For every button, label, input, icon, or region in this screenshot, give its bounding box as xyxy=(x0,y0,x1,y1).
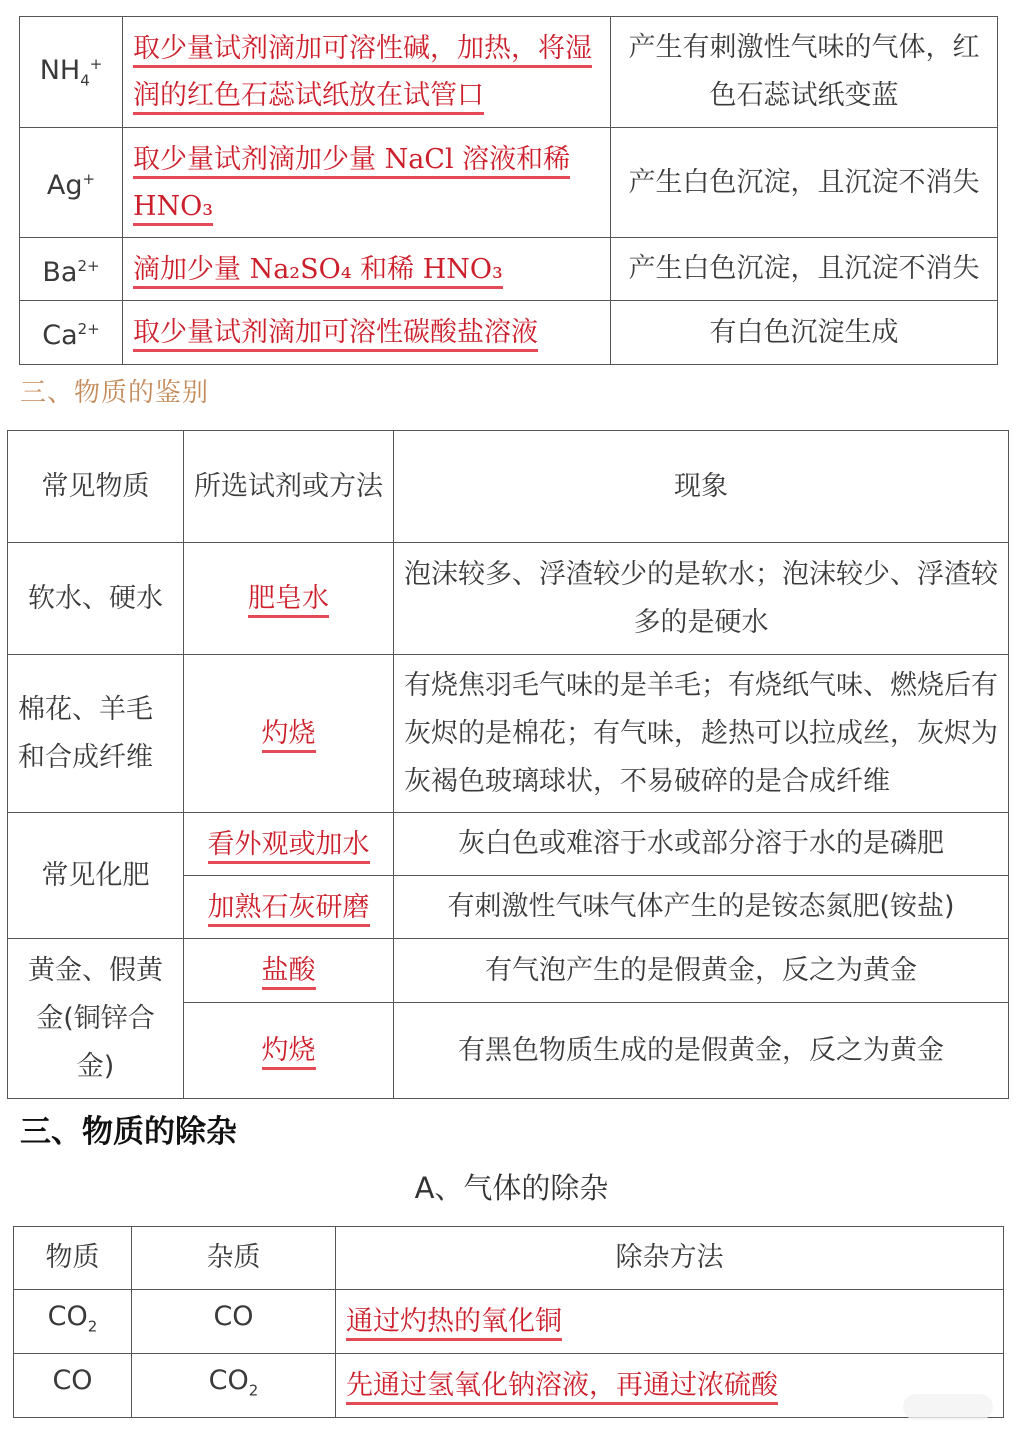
substance-cell: CO xyxy=(14,1354,132,1418)
method-cell: 先通过氢氧化钠溶液，再通过浓硫酸 xyxy=(336,1354,1004,1418)
reagent-cell: 肥皂水 xyxy=(184,543,394,655)
method-cell: 取少量试剂滴加可溶性碱，加热，将湿润的红色石蕊试纸放在试管口 xyxy=(123,17,611,128)
table-row xyxy=(14,1290,1004,1354)
gas-purification-table xyxy=(13,1226,1004,1418)
phenomenon-cell: 产生有刺激性气味的气体，红色石蕊试纸变蓝 xyxy=(611,17,998,128)
table-row xyxy=(8,939,1009,1003)
ion-cell: $NH_4^+$ xyxy=(20,17,123,128)
substance-cell: 棉花、羊毛和合成纤维 xyxy=(8,655,184,813)
column-header: 物质 xyxy=(14,1227,132,1290)
phenomenon-cell: 有白色沉淀生成 xyxy=(611,301,998,365)
subsection-heading-gas: A、气体的除杂 xyxy=(414,1171,609,1205)
ion-cell: $Ba^{2+}$ xyxy=(20,238,123,301)
phenomenon-cell: 灰白色或难溶于水或部分溶于水的是磷肥 xyxy=(394,813,1009,876)
ion-test-table xyxy=(19,16,998,365)
ion-cell: $Ca^{2+}$ xyxy=(20,301,123,365)
phenomenon-cell: 有烧焦羽毛气味的是羊毛；有烧纸气味、燃烧后有灰烬的是棉花；有气味，趁热可以拉成丝，灰烬为灰褐色玻璃球状，不易破碎的是合成纤维 xyxy=(394,655,1009,813)
table-header-row xyxy=(8,431,1009,543)
section-heading-purification: 三、物质的除杂 xyxy=(20,1114,237,1150)
substance-cell: 黄金、假黄金(铜锌合金) xyxy=(8,939,184,1099)
reagent-cell: 灼烧 xyxy=(184,1003,394,1099)
method-cell: 取少量试剂滴加少量 NaCl 溶液和稀 HNO₃ xyxy=(123,128,611,238)
phenomenon-cell: 有刺激性气味气体产生的是铵态氮肥(铵盐) xyxy=(394,876,1009,939)
substance-cell: $CO_2$ xyxy=(14,1290,132,1354)
method-cell: 滴加少量 Na₂SO₄ 和稀 HNO₃ xyxy=(123,238,611,301)
column-header: 所选试剂或方法 xyxy=(184,431,394,543)
table-row xyxy=(8,543,1009,655)
method-cell: 取少量试剂滴加可溶性碳酸盐溶液 xyxy=(123,301,611,365)
method-cell: 通过灼热的氧化铜 xyxy=(336,1290,1004,1354)
phenomenon-cell: 产生白色沉淀，且沉淀不消失 xyxy=(611,238,998,301)
table-row xyxy=(8,655,1009,813)
section-heading-identification: 三、物质的鉴别 xyxy=(20,378,210,408)
column-header: 现象 xyxy=(394,431,1009,543)
table-row xyxy=(20,17,998,128)
table-header-row xyxy=(14,1227,1004,1290)
phenomenon-cell: 产生白色沉淀，且沉淀不消失 xyxy=(611,128,998,238)
table-row xyxy=(20,301,998,365)
substance-cell: 软水、硬水 xyxy=(8,543,184,655)
column-header: 杂质 xyxy=(132,1227,336,1290)
phenomenon-cell: 有黑色物质生成的是假黄金，反之为黄金 xyxy=(394,1003,1009,1099)
substance-cell: 常见化肥 xyxy=(8,813,184,939)
ion-cell: Ag+ xyxy=(20,128,123,238)
table-row xyxy=(8,813,1009,876)
table-row xyxy=(20,128,998,238)
reagent-cell: 看外观或加水 xyxy=(184,813,394,876)
impurity-cell: CO xyxy=(132,1290,336,1354)
identification-table xyxy=(7,430,1009,1099)
reagent-cell: 灼烧 xyxy=(184,655,394,813)
impurity-cell: $CO_2$ xyxy=(132,1354,336,1418)
phenomenon-cell: 泡沫较多、浮渣较少的是软水；泡沫较少、浮渣较多的是硬水 xyxy=(394,543,1009,655)
column-header: 除杂方法 xyxy=(336,1227,1004,1290)
reagent-cell: 盐酸 xyxy=(184,939,394,1003)
table-row xyxy=(14,1354,1004,1418)
watermark xyxy=(903,1394,993,1420)
table-row xyxy=(20,238,998,301)
reagent-cell: 加熟石灰研磨 xyxy=(184,876,394,939)
phenomenon-cell: 有气泡产生的是假黄金，反之为黄金 xyxy=(394,939,1009,1003)
column-header: 常见物质 xyxy=(8,431,184,543)
